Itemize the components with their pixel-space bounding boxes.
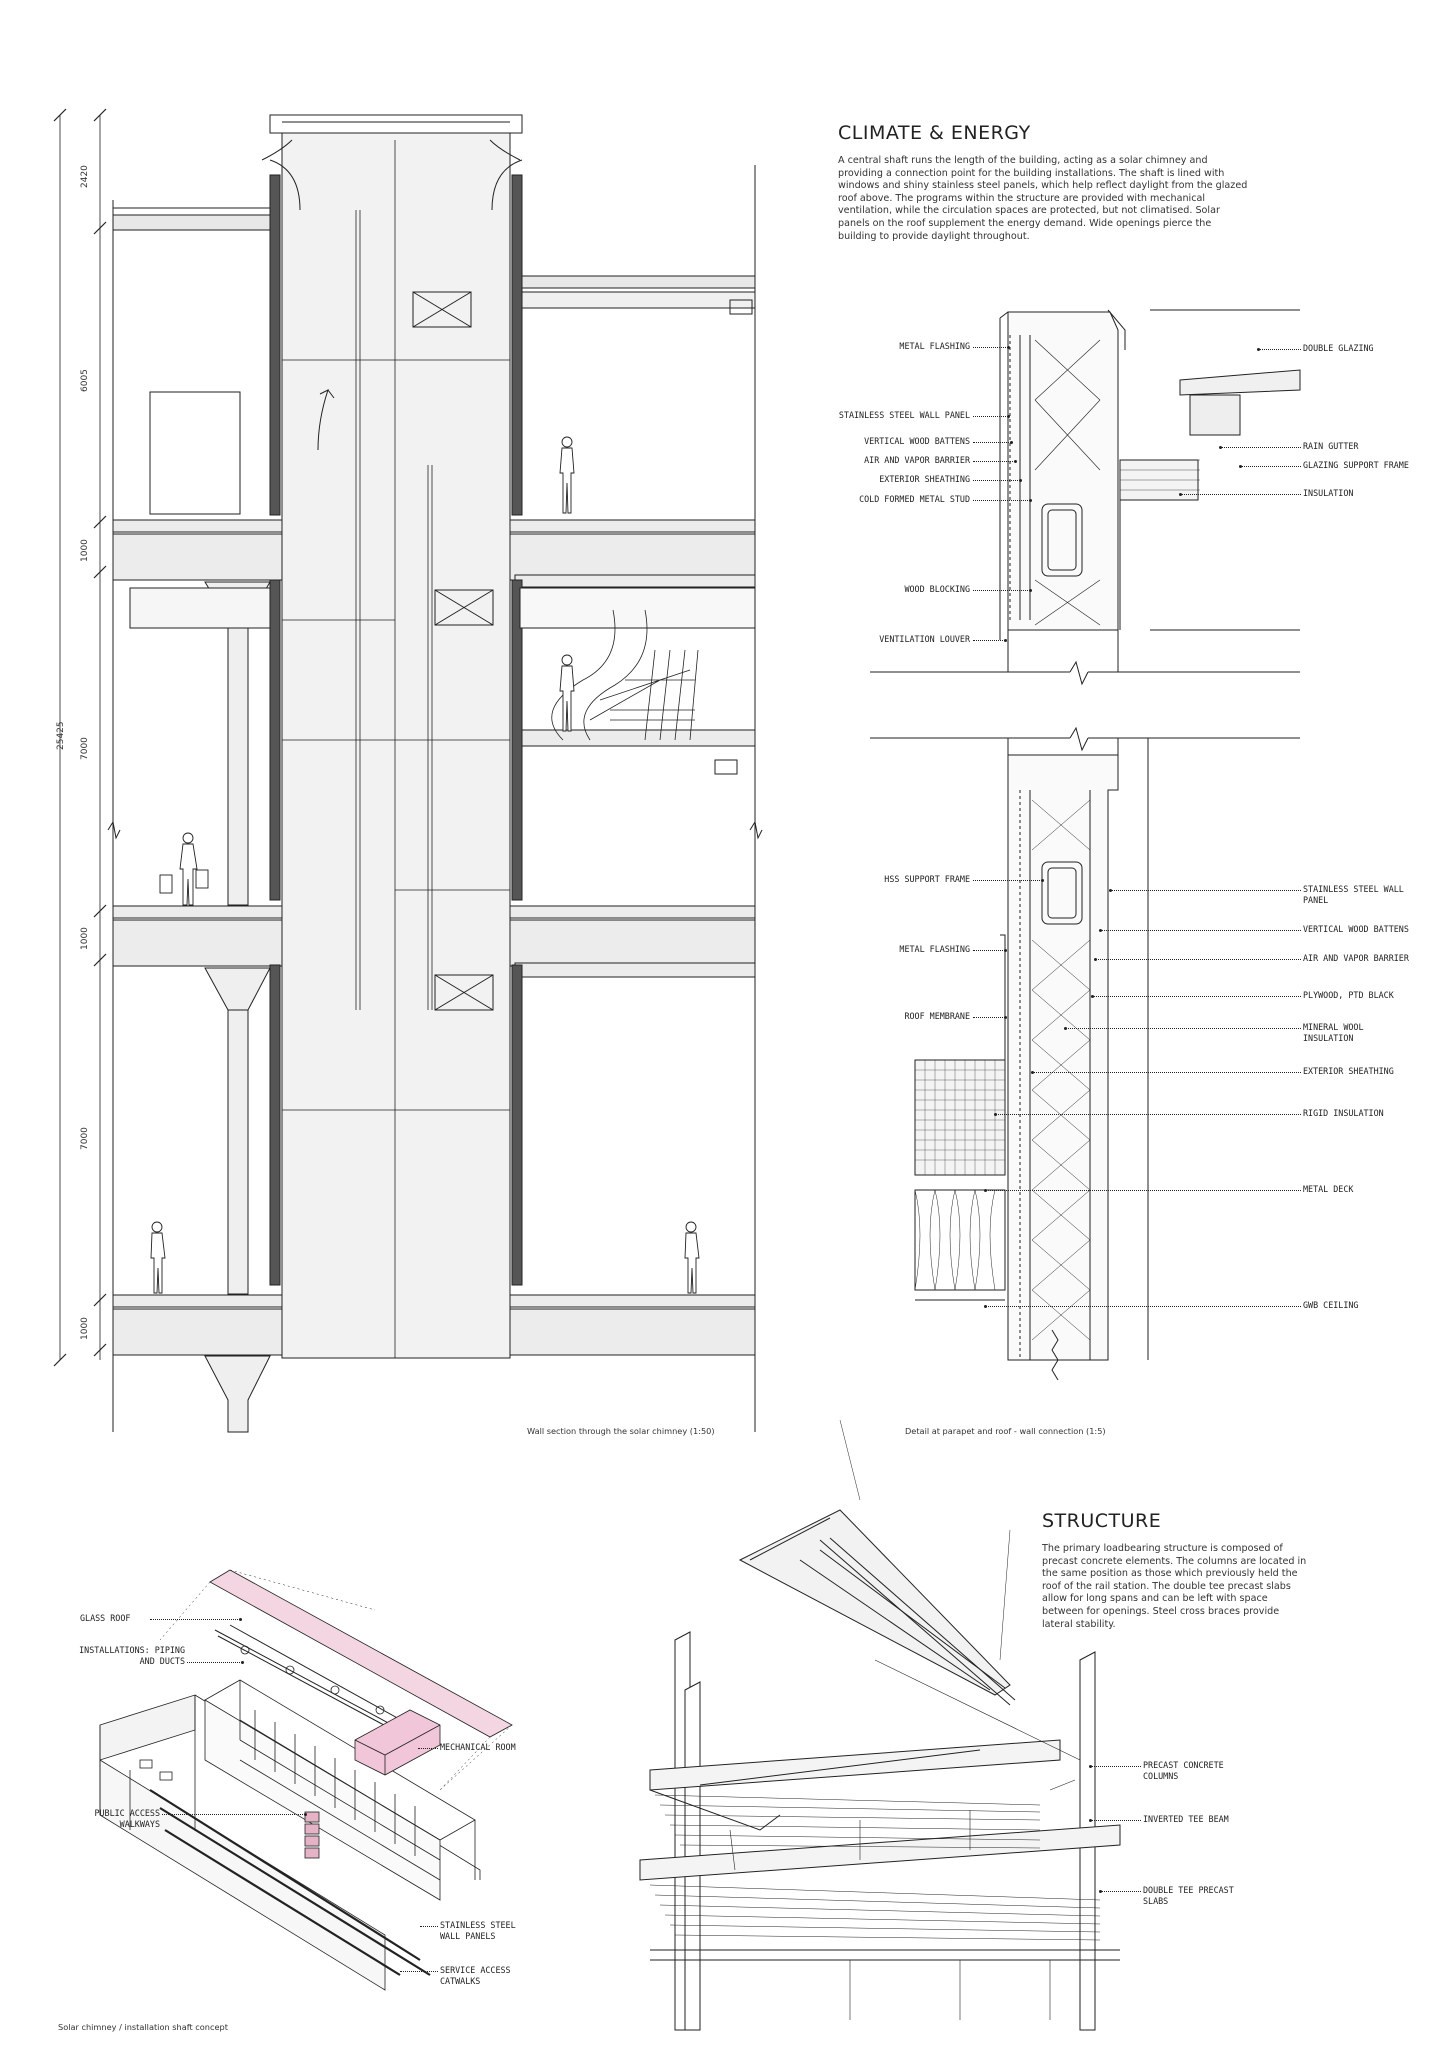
- label-vent-louver-top: VENTILATION LOUVER: [879, 634, 970, 644]
- section-caption: Wall section through the solar chimney (1:50): [527, 1426, 715, 1436]
- label-mechanical-room: MECHANICAL ROOM: [440, 1742, 516, 1752]
- label-precast-columns: PRECAST CONCRETE COLUMNS: [1143, 1760, 1224, 1781]
- label-public-walkways: PUBLIC ACCESS WALKWAYS: [94, 1808, 160, 1829]
- label-stainless-panel-bottom: STAINLESS STEEL WALL PANEL: [1303, 884, 1404, 905]
- label-plywood: PLYWOOD, PTD BLACK: [1303, 990, 1394, 1000]
- label-metal-flashing-top: METAL FLASHING: [899, 341, 970, 351]
- label-air-barrier-bottom: AIR AND VAPOR BARRIER: [1303, 953, 1409, 963]
- label-rain-gutter: RAIN GUTTER: [1303, 441, 1359, 451]
- dim-6005: 6005: [80, 369, 90, 392]
- climate-title: CLIMATE & ENERGY: [838, 122, 1031, 144]
- label-mineral-wool: MINERAL WOOL INSULATION: [1303, 1022, 1364, 1043]
- dim-1000-a: 1000: [80, 539, 90, 562]
- concept-caption: Solar chimney / installation shaft concept: [58, 2022, 228, 2032]
- label-double-tee-slabs: DOUBLE TEE PRECAST SLABS: [1143, 1885, 1234, 1906]
- label-air-barrier-top: AIR AND VAPOR BARRIER: [864, 455, 970, 465]
- label-service-catwalks: SERVICE ACCESS CATWALKS: [440, 1965, 511, 1986]
- label-ext-sheathing-top: EXTERIOR SHEATHING: [879, 474, 970, 484]
- label-inverted-tee-beam: INVERTED TEE BEAM: [1143, 1814, 1229, 1824]
- label-glass-roof: GLASS ROOF: [80, 1613, 131, 1623]
- dim-total: 25425: [56, 721, 66, 750]
- label-glazing-support-frame: GLAZING SUPPORT FRAME: [1303, 460, 1409, 470]
- label-double-glazing: DOUBLE GLAZING: [1303, 343, 1374, 353]
- dim-1000-b: 1000: [80, 927, 90, 950]
- label-metal-deck: METAL DECK: [1303, 1184, 1354, 1194]
- label-metal-stud-top: COLD FORMED METAL STUD: [859, 494, 970, 504]
- structure-title: STRUCTURE: [1042, 1510, 1162, 1532]
- label-wood-blocking-top: WOOD BLOCKING: [904, 584, 970, 594]
- label-gwb-ceiling: GWB CEILING: [1303, 1300, 1359, 1310]
- label-wood-battens-bottom: VERTICAL WOOD BATTENS: [1303, 924, 1409, 934]
- label-installations: INSTALLATIONS: PIPING AND DUCTS: [79, 1645, 185, 1666]
- dim-7000-a: 7000: [80, 737, 90, 760]
- label-wood-battens-top: VERTICAL WOOD BATTENS: [864, 436, 970, 446]
- dim-1000-c: 1000: [80, 1317, 90, 1340]
- label-ext-sheathing-bottom: EXTERIOR SHEATHING: [1303, 1066, 1394, 1076]
- label-metal-flashing-bottom: METAL FLASHING: [899, 944, 970, 954]
- climate-paragraph: A central shaft runs the length of the building, acting as a solar chimney and providing a connection point for the building installations. The shaft is lined with windows and shiny stainless steel panels, which help reflect daylight from the glazed roof above. The programs within the structure are provided with mechanical ventilation, while the circulation spaces are protected, but not climatised. Solar panels on the roof supplement the energy demand. Wide openings pierce the building to provide daylight throughout.: [838, 155, 1248, 242]
- detail-caption: Detail at parapet and roof - wall connection (1:5): [905, 1426, 1106, 1436]
- structure-paragraph: The primary loadbearing structure is composed of precast concrete elements. The columns are located in the same position as those which previously held the roof of the rail station. The double tee precast slabs allow for long spans and can be left with space between for openings. Steel cross braces provide lateral stability.: [1042, 1543, 1307, 1630]
- label-hss-frame: HSS SUPPORT FRAME: [884, 874, 970, 884]
- label-stainless-wall-panels: STAINLESS STEEL WALL PANELS: [440, 1920, 516, 1941]
- label-insulation-top: INSULATION: [1303, 488, 1354, 498]
- label-roof-membrane: ROOF MEMBRANE: [904, 1011, 970, 1021]
- dim-7000-b: 7000: [80, 1127, 90, 1150]
- dim-2420: 2420: [80, 165, 90, 188]
- label-stainless-panel-top: STAINLESS STEEL WALL PANEL: [838, 410, 970, 420]
- label-rigid-insulation: RIGID INSULATION: [1303, 1108, 1384, 1118]
